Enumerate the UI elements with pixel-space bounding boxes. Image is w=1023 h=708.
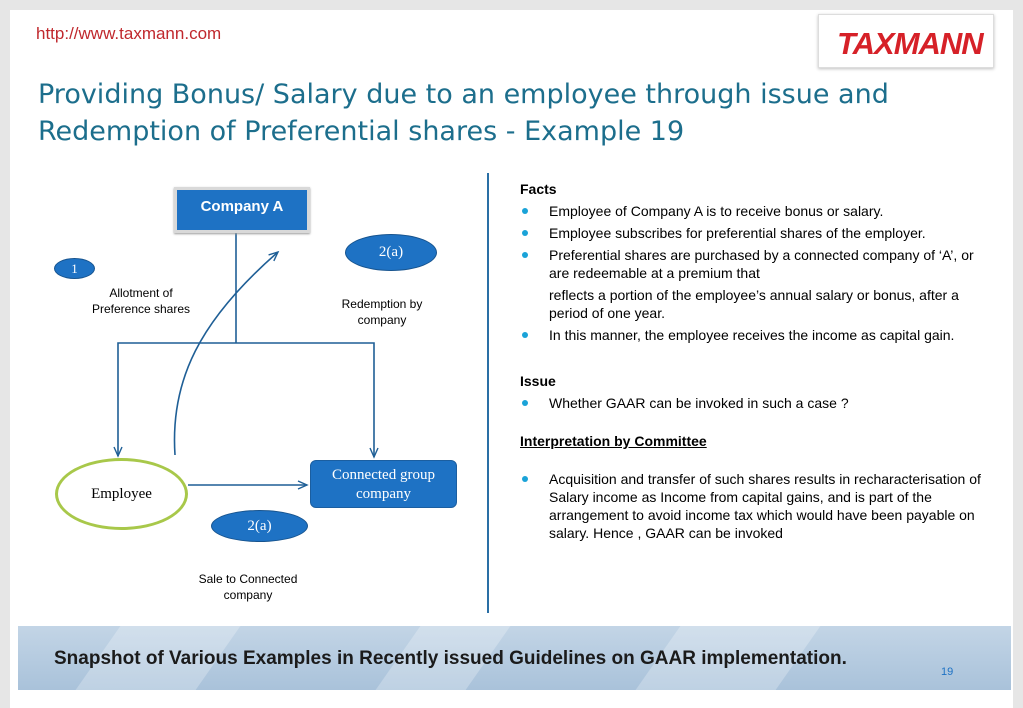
text-panel bbox=[520, 180, 990, 546]
issue-item: Whether GAAR can be invoked in such a case ? bbox=[520, 394, 990, 412]
footer-text: Snapshot of Various Examples in Recently issued Guidelines on GAAR implementation. bbox=[54, 648, 847, 669]
arrow-to-connected-company bbox=[236, 343, 374, 457]
logo-text: TAXMANN bbox=[837, 26, 983, 61]
step-2a-badge-top: 2(a) bbox=[345, 234, 437, 271]
title-line-2: Redemption of Preferential shares - Example 19 bbox=[38, 116, 685, 147]
arrow-to-employee bbox=[118, 343, 236, 456]
facts-item: Preferential shares are purchased by a connected company of ‘A’, or are redeemable at a premium that bbox=[520, 246, 990, 282]
facts-list bbox=[520, 202, 990, 282]
facts-continuation: reflects a portion of the employee’s annual salary or bonus, after a period of one year. bbox=[549, 287, 959, 321]
facts-item: Employee of Company A is to receive bonus or salary. bbox=[520, 202, 990, 220]
caption-allotment: Allotment of Preference shares bbox=[91, 286, 191, 316]
step-1-badge: 1 bbox=[54, 258, 95, 279]
website-url[interactable]: http://www.taxmann.com bbox=[36, 24, 222, 43]
vertical-divider bbox=[487, 173, 489, 613]
title-line-1: Providing Bonus/ Salary due to an employee through issue and bbox=[38, 79, 889, 110]
issue-list bbox=[520, 394, 990, 412]
issue-heading: Issue bbox=[520, 373, 556, 389]
interpretation-list bbox=[520, 470, 990, 542]
facts-heading: Facts bbox=[520, 181, 557, 197]
caption-sale: Sale to Connected company bbox=[198, 572, 298, 602]
company-a-box: Company A bbox=[174, 187, 310, 233]
facts-item: Employee subscribes for preferential shares of the employer. bbox=[520, 224, 990, 242]
step-2a-badge-bottom: 2(a) bbox=[211, 510, 308, 542]
facts-list-last bbox=[520, 326, 990, 344]
interpretation-heading: Interpretation by Committee bbox=[520, 433, 707, 449]
caption-redemption: Redemption by company bbox=[341, 297, 423, 327]
interpretation-item: Acquisition and transfer of such shares results in recharacterisation of Salary income as Income from capital gains, and is part of the arrangement to avoid income tax which would have been payable on salary. Hence , GAAR can be invoked bbox=[520, 470, 990, 542]
curved-arrow-to-company-a bbox=[174, 252, 278, 455]
employee-ellipse: Employee bbox=[55, 458, 188, 530]
page-number: 19 bbox=[941, 666, 954, 678]
connected-group-company-box: Connected group company bbox=[310, 460, 457, 508]
facts-item: In this manner, the employee receives the income as capital gain. bbox=[520, 326, 990, 344]
footer-banner bbox=[18, 626, 1011, 690]
